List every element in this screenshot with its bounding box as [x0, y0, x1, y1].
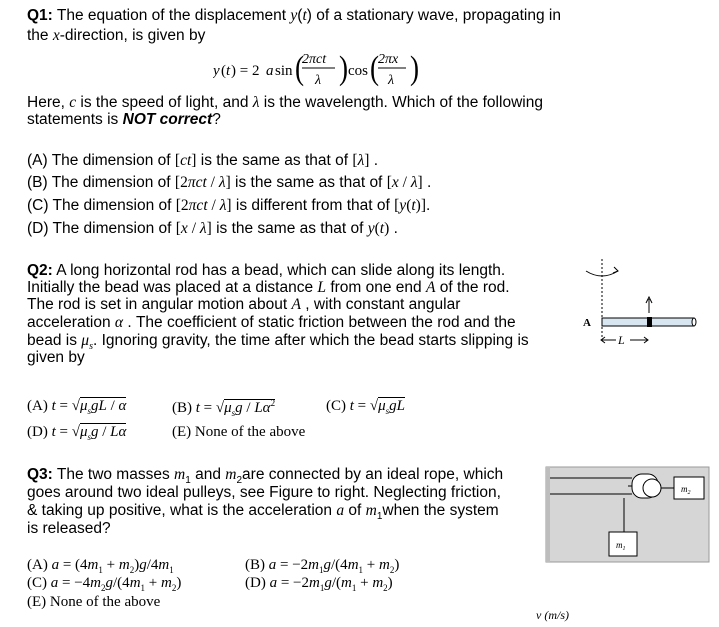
svg-text:): ): [339, 49, 349, 87]
q1-prompt-2: statements is NOT correct?: [27, 111, 221, 128]
q3-option-e: (E) None of the above: [27, 594, 161, 610]
q1-option-b: (B) The dimension of [2πct / λ] is the same as that of [x / λ] .: [27, 174, 432, 191]
q2-option-c: (C) $t = √\mu_sgL$: [326, 398, 406, 416]
q3-option-b: (B) $a = -2m_1g/(4m_1 + m_2)$: [245, 557, 400, 575]
q2-option-a: (A) $t = √\mu_sgL / \alpha$: [27, 398, 127, 416]
q1-option-d: (D) The dimension of [x / λ] is the same as that of y(t) .: [27, 220, 398, 237]
svg-text:y: y: [213, 63, 220, 79]
q3-option-d: (D) $a = -2m_1g/(m_1 + m_2)$: [245, 575, 393, 593]
q2-line-5: bead is $\mu_s$. Ignoring gravity, the time after which the bead starts slipping is: [27, 332, 529, 353]
q1-option-c: (C) The dimension of [2πct / λ] is different from that of [y(t)].: [27, 197, 431, 214]
q3-line-3: & taking up positive, what is the acceleration a of $m_1when$ the system: [27, 502, 499, 523]
q2-label-a: A: [583, 317, 591, 329]
q3-line-4: is released?: [27, 520, 111, 537]
svg-text:a: a: [266, 63, 274, 79]
svg-text:2πx: 2πx: [378, 52, 399, 67]
svg-text:t: t: [226, 63, 231, 79]
q3-line-2: goes around two ideal pulleys, see Figure to right. Neglecting friction,: [27, 484, 501, 501]
svg-text:λ: λ: [388, 73, 395, 88]
q3-option-c: (C) $a = -4m_2g/(4m_1 + m_2)$: [27, 575, 182, 593]
svg-text:2πct: 2πct: [302, 52, 327, 67]
q1-prompt-1: Here, c is the speed of light, and λ is the wavelength. Which of the following: [27, 94, 543, 111]
q2-line-3: The rod is set in angular motion about A , with constant angular: [27, 296, 461, 313]
q1-line-2: the x-direction, is given by: [27, 27, 206, 44]
svg-text:): ): [410, 49, 420, 87]
q1-equation: [213, 45, 433, 96]
svg-text:(: (: [370, 49, 380, 87]
q1-option-a: (A) The dimension of [ct] is the same as that of [λ] .: [27, 152, 379, 169]
q3-line-1: Q3: The two masses $m_1$ and $m_2are$ connected by an ideal rope, which: [27, 466, 504, 487]
q2-option-d: (D) $t = √\mu_sg / L\alpha$: [27, 424, 127, 442]
svg-text:) = 2: ) = 2: [231, 63, 260, 79]
q3-pulley-figure: [538, 464, 710, 569]
q3-option-a: (A) $a = (4m_1 + m_2)g/4m_1$: [27, 557, 174, 575]
q2-line-4: acceleration α . The coefficient of static friction between the rod and the: [27, 314, 516, 331]
svg-text:(: (: [295, 49, 305, 87]
q2-option-b: (B) $t = √\mu_sg / L\alpha^2$: [172, 398, 276, 418]
svg-text:λ: λ: [315, 73, 322, 88]
q2-rod-figure: [575, 255, 710, 360]
q2-option-e: (E) None of the above: [172, 424, 306, 440]
svg-text:sin: sin: [275, 63, 293, 79]
svg-text:(: (: [221, 63, 226, 79]
q3-label-m1: $m_1$: [616, 540, 626, 552]
axis-label: v (m/s): [536, 608, 569, 622]
q2-line-1: Q2: A long horizontal rod has a bead, which can slide along its length.: [27, 262, 506, 279]
q2-line-2: Initially the bead was placed at a distance L from one end A of the rod.: [27, 279, 510, 296]
q3-label-m2: $m_2$: [681, 484, 691, 496]
q1-line-1: Q1: The equation of the displacement y(t) of a stationary wave, propagating in: [27, 7, 561, 24]
svg-text:cos: cos: [348, 63, 368, 79]
q2-label-l: L: [618, 333, 625, 347]
q2-line-6: given by: [27, 349, 85, 366]
